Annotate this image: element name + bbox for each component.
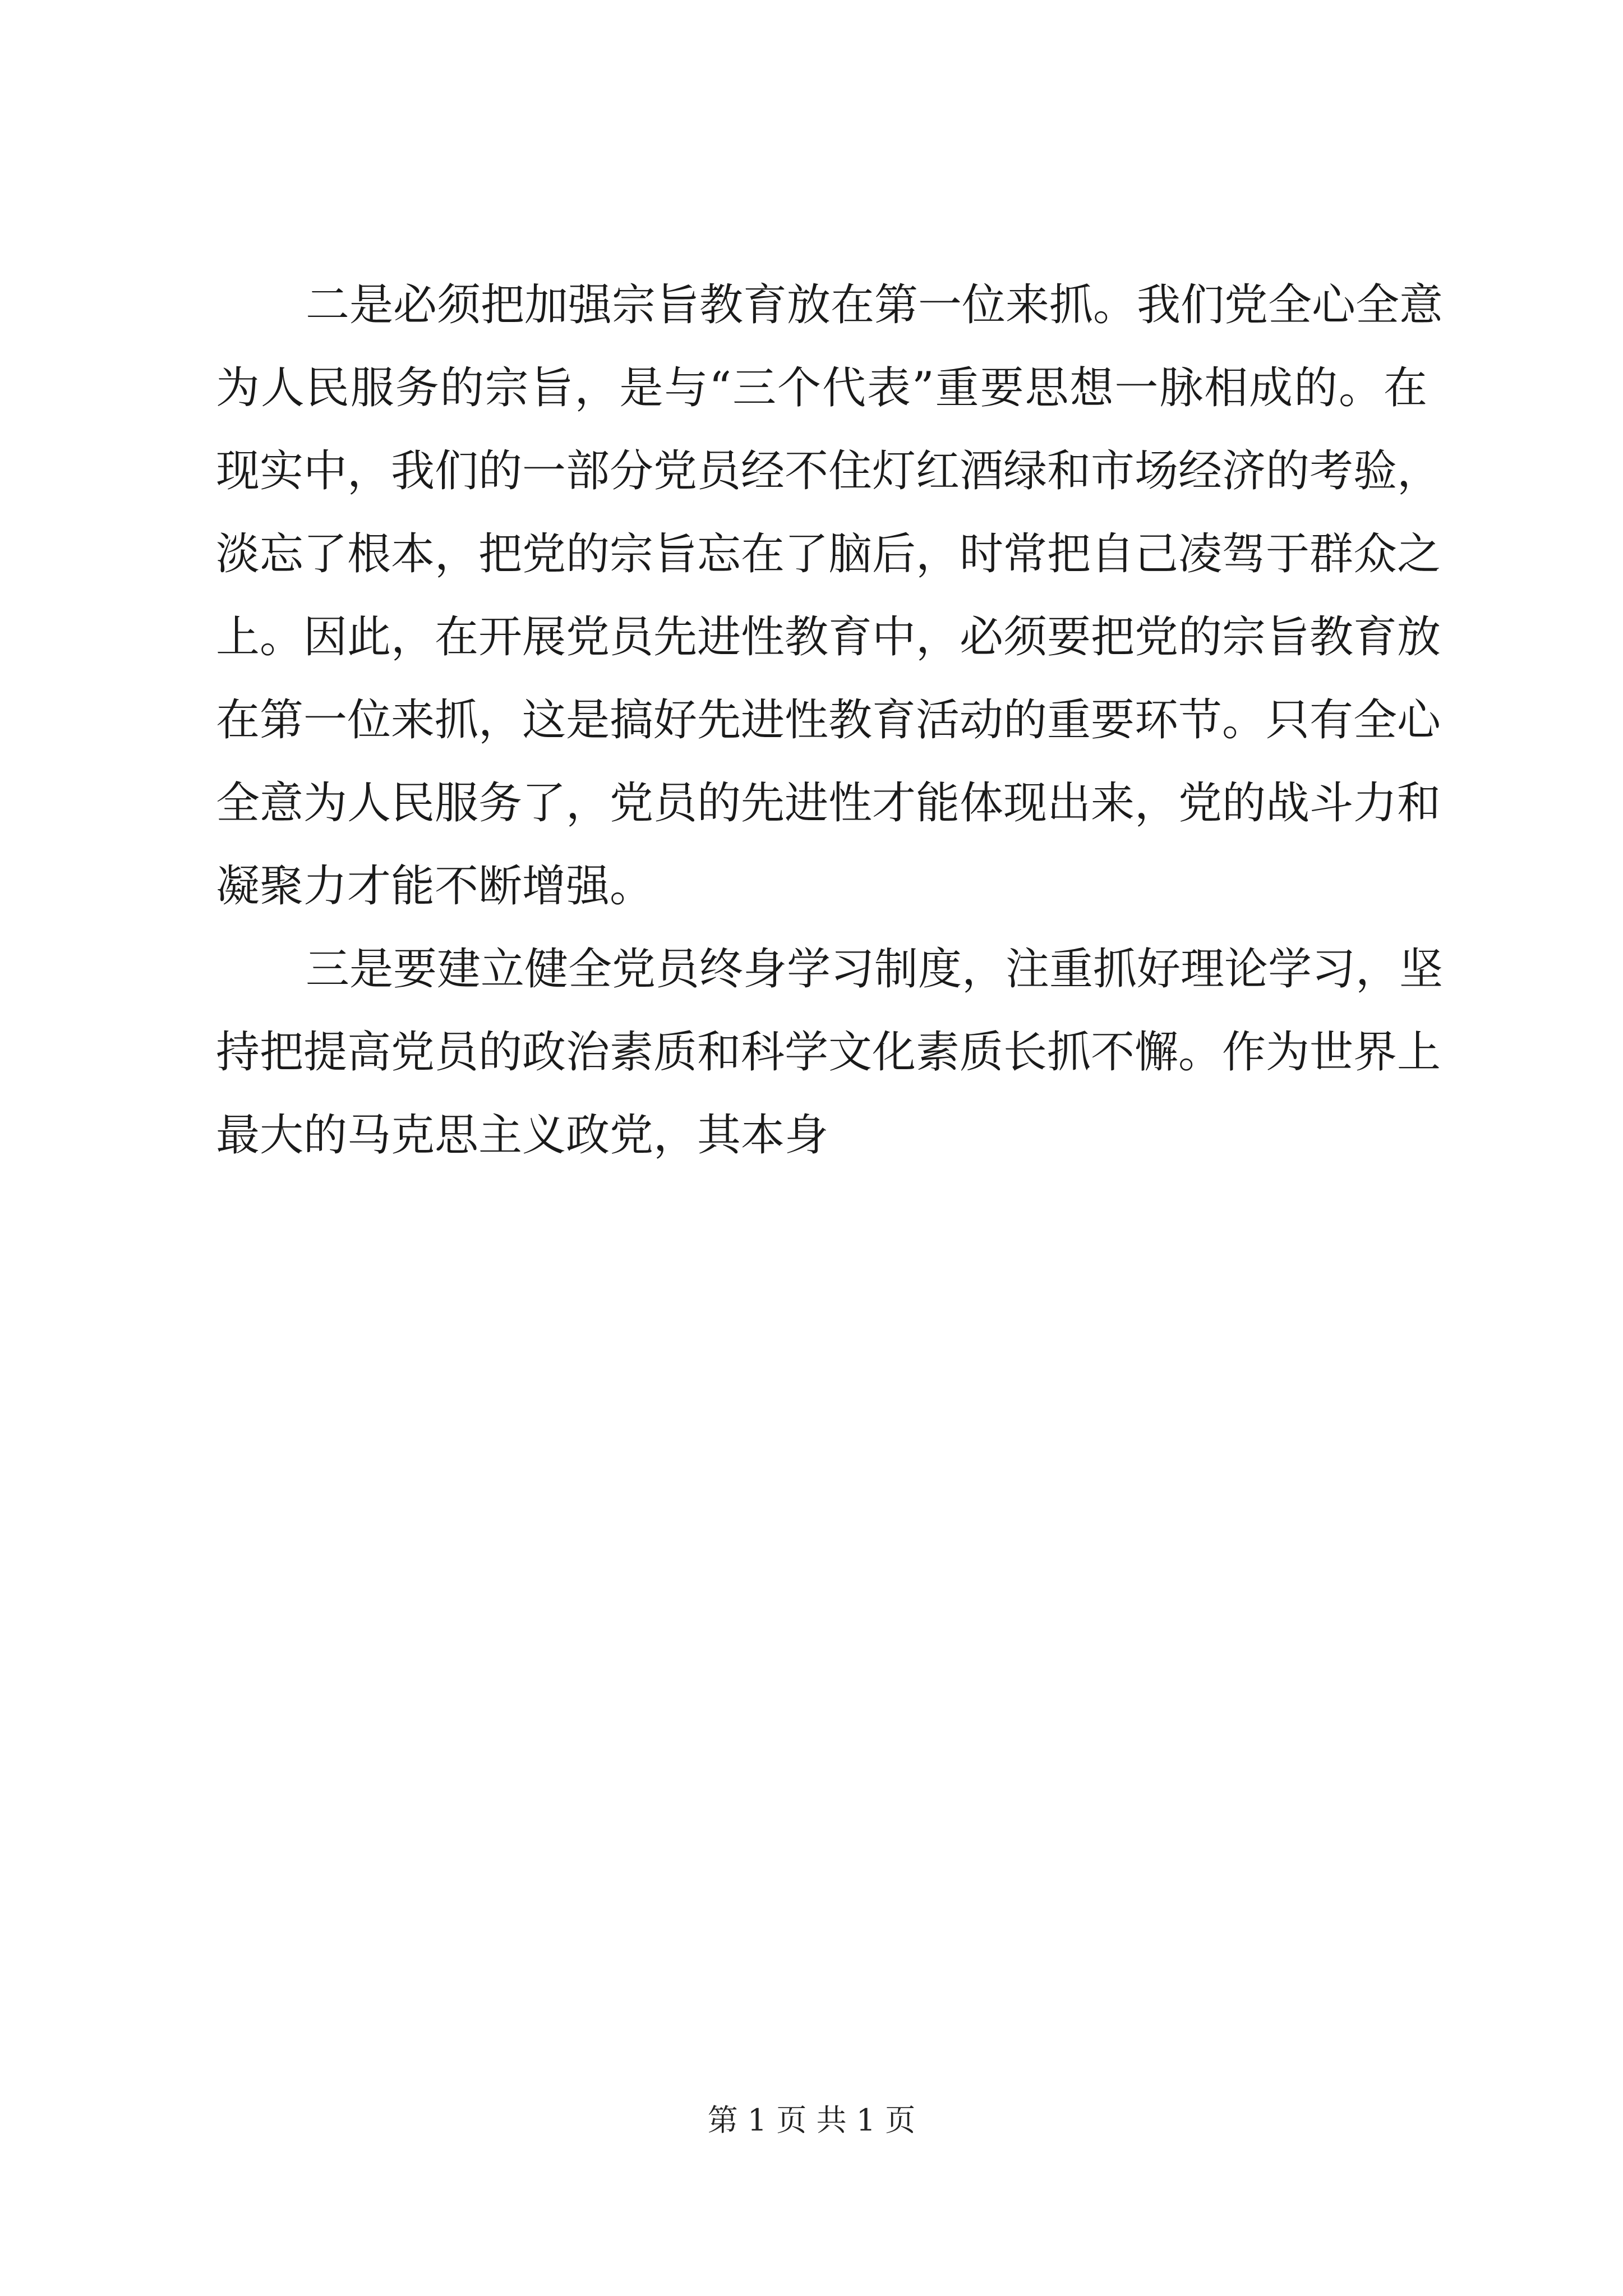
paragraph-1-line-4: 淡忘了根本，把党的宗旨忘在了脑后，时常把自己凌驾于群众之 xyxy=(216,529,1441,579)
paragraph-1-line-3: 现实中，我们的一部分党员经不住灯红酒绿和市场经济的考验， xyxy=(216,446,1441,496)
paragraph-2-line-3: 最大的马克思主义政党，其本身 xyxy=(216,1110,829,1161)
paragraph-1-line-8: 凝聚力才能不断增强。 xyxy=(216,861,654,912)
paragraph-1-line-2: 为人民服务的宗旨，是与“三个代表”重要思想一脉相成的。在 xyxy=(216,363,1427,413)
page-number-indicator: 第 1 页 共 1 页 xyxy=(707,2102,916,2138)
document-body xyxy=(216,264,1444,1177)
paragraph-1-line-1: 二是必须把加强宗旨教育放在第一位来抓。我们党全心全意 xyxy=(306,280,1444,330)
paragraph-2-line-2: 持把提高党员的政治素质和科学文化素质长抓不懈。作为世界上 xyxy=(216,1027,1441,1078)
paragraph-1-line-6: 在第一位来抓，这是搞好先进性教育活动的重要环节。只有全心 xyxy=(216,695,1441,746)
page-footer xyxy=(0,2101,1623,2140)
paragraph-2-line-1: 三是要建立健全党员终身学习制度，注重抓好理论学习，坚 xyxy=(306,944,1444,995)
paragraph-1-line-7: 全意为人民服务了，党员的先进性才能体现出来，党的战斗力和 xyxy=(216,778,1441,829)
paragraph-1-line-5: 上。因此，在开展党员先进性教育中，必须要把党的宗旨教育放 xyxy=(216,612,1441,662)
